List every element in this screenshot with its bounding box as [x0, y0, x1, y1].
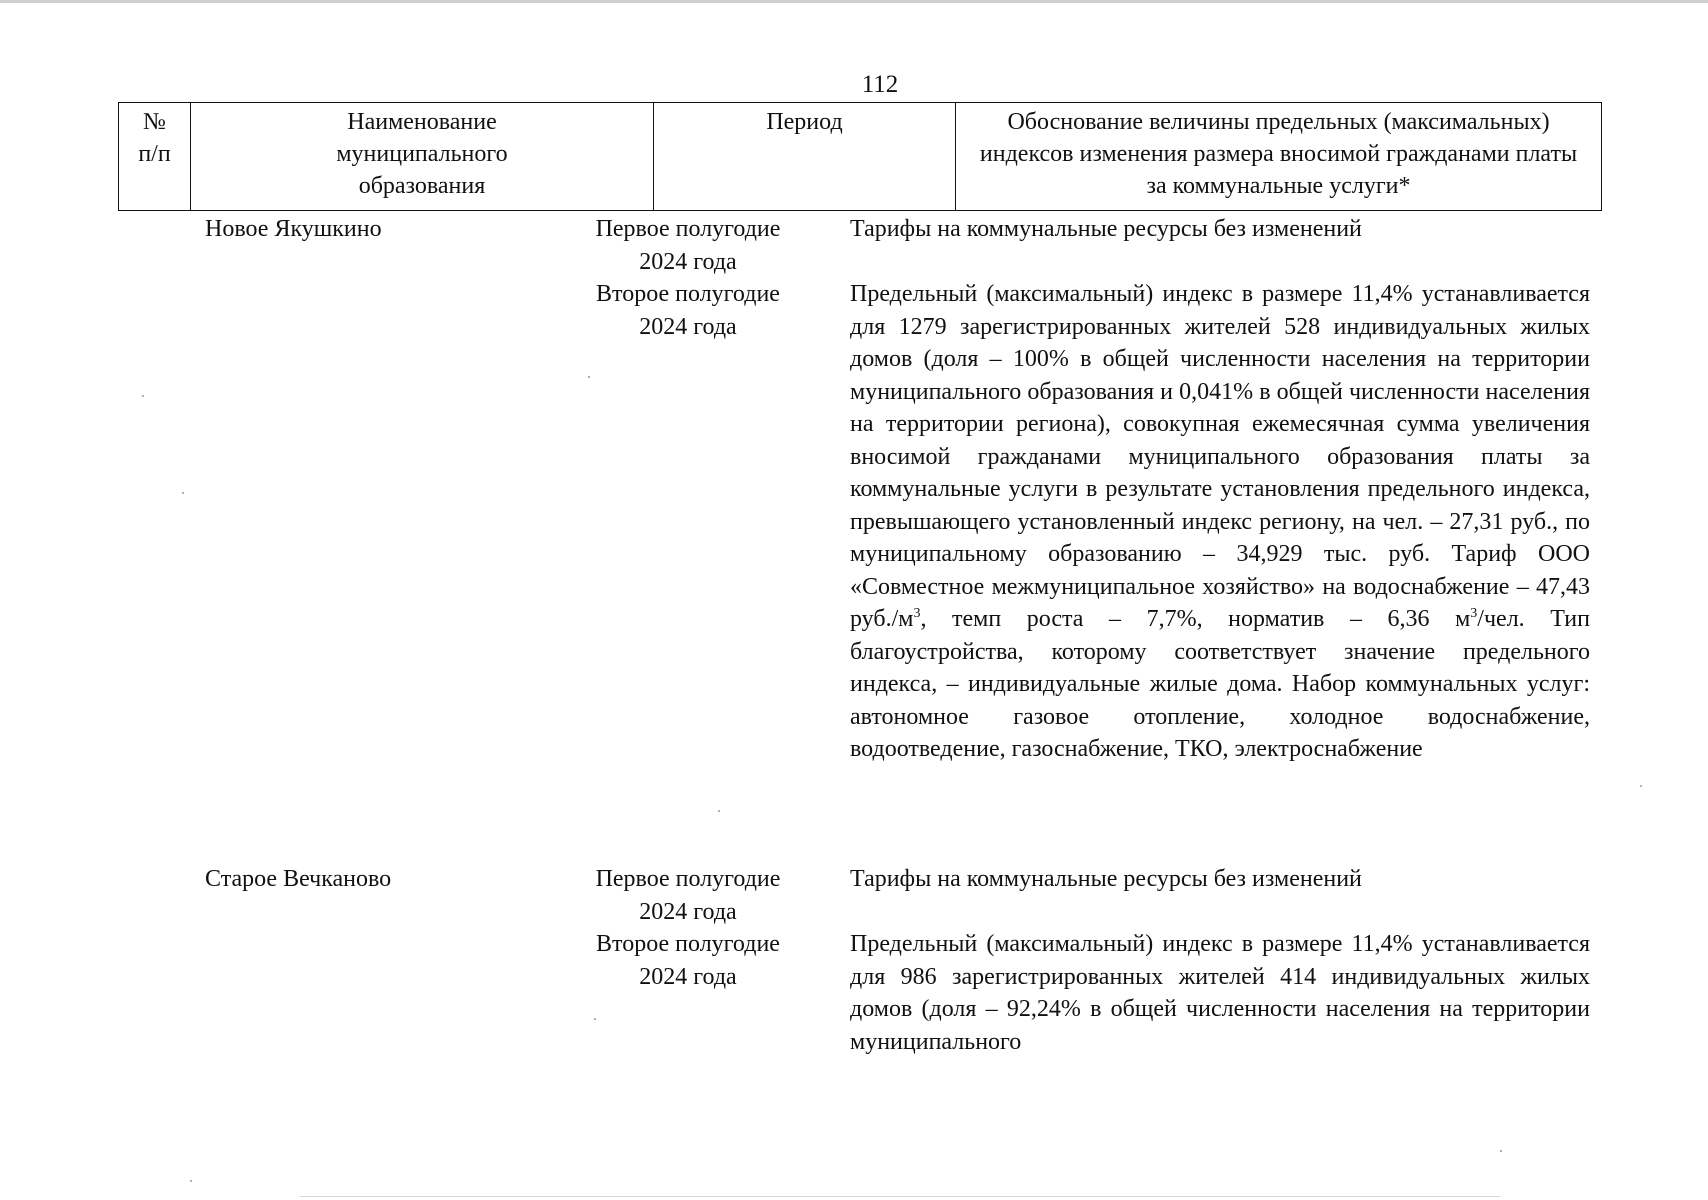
- scan-edge-top: [0, 0, 1708, 3]
- justification-second-half: Предельный (максимальный) индекс в размере 11,4% устанавливается для 986 зарегистрированных жителей 414 индивидуальных жилых домов (доля – 92,24% в общей численности населения на территории муниципального: [850, 931, 1590, 1055]
- period-second-half: Второе полугодие 2024 года: [596, 931, 780, 990]
- scan-speck: [1500, 1150, 1502, 1152]
- header-col-number: № п/п: [119, 103, 191, 210]
- justification-first-half: Тарифы на коммунальные ресурсы без изменений: [850, 866, 1362, 892]
- scan-speck: [142, 395, 144, 397]
- period-second-half: Второе полугодие 2024 года: [596, 281, 780, 340]
- scan-speck: [588, 376, 590, 378]
- scan-edge-bottom: [300, 1196, 1500, 1197]
- municipality-name: Старое Вечканово: [205, 866, 392, 892]
- table-header: [118, 102, 1602, 211]
- municipality-name: Новое Якушкино: [205, 216, 382, 242]
- scan-speck: [718, 810, 720, 812]
- page-number: 112: [861, 71, 899, 98]
- scan-speck: [594, 1018, 596, 1020]
- scan-speck: [182, 492, 184, 494]
- header-col-period: Период: [654, 103, 956, 210]
- justification-first-half: Тарифы на коммунальные ресурсы без изменений: [850, 216, 1362, 242]
- header-col-municipality: Наименование муниципального образования: [191, 103, 654, 210]
- justification-second-half: Предельный (максимальный) индекс в размере 11,4% устанавливается для 1279 зарегистрированных жителей 528 индивидуальных жилых домов (доля – 100% в общей численности населения на территории муниципального образования и 0,041% в общей численности населения на территории региона), совокупная ежемесячная сумма увеличения вносимой гражданами муниципального образования платы за коммунальные услуги в результате установления предельного индекса, превышающего установленный индекс региону, на чел. – 27,31 руб., по муниципальному образованию – 34,929 тыс. руб. Тариф ООО «Совместное межмуниципальное хозяйство» на водоснабжение – 47,43 $руб./м^3$, темп роста – 7,7%, норматив – 6,36 $м^3$/чел. Тип благоустройства, которому соответствует значение предельного индекса, – индивидуальные жилые дома. Набор коммунальных услуг: автономное газовое отопление, холодное водоснабжение, водоотведение, газоснабжение, ТКО, электроснабжение: [850, 281, 1590, 762]
- header-col-justification: Обоснование величины предельных (максимальных) индексов изменения размера вносимой гражданами платы за коммунальные услуги*: [979, 109, 1578, 199]
- scan-speck: [190, 1180, 192, 1182]
- period-first-half: Первое полугодие 2024 года: [595, 866, 781, 925]
- scan-speck: [1640, 785, 1642, 787]
- period-first-half: Первое полугодие 2024 года: [595, 216, 781, 275]
